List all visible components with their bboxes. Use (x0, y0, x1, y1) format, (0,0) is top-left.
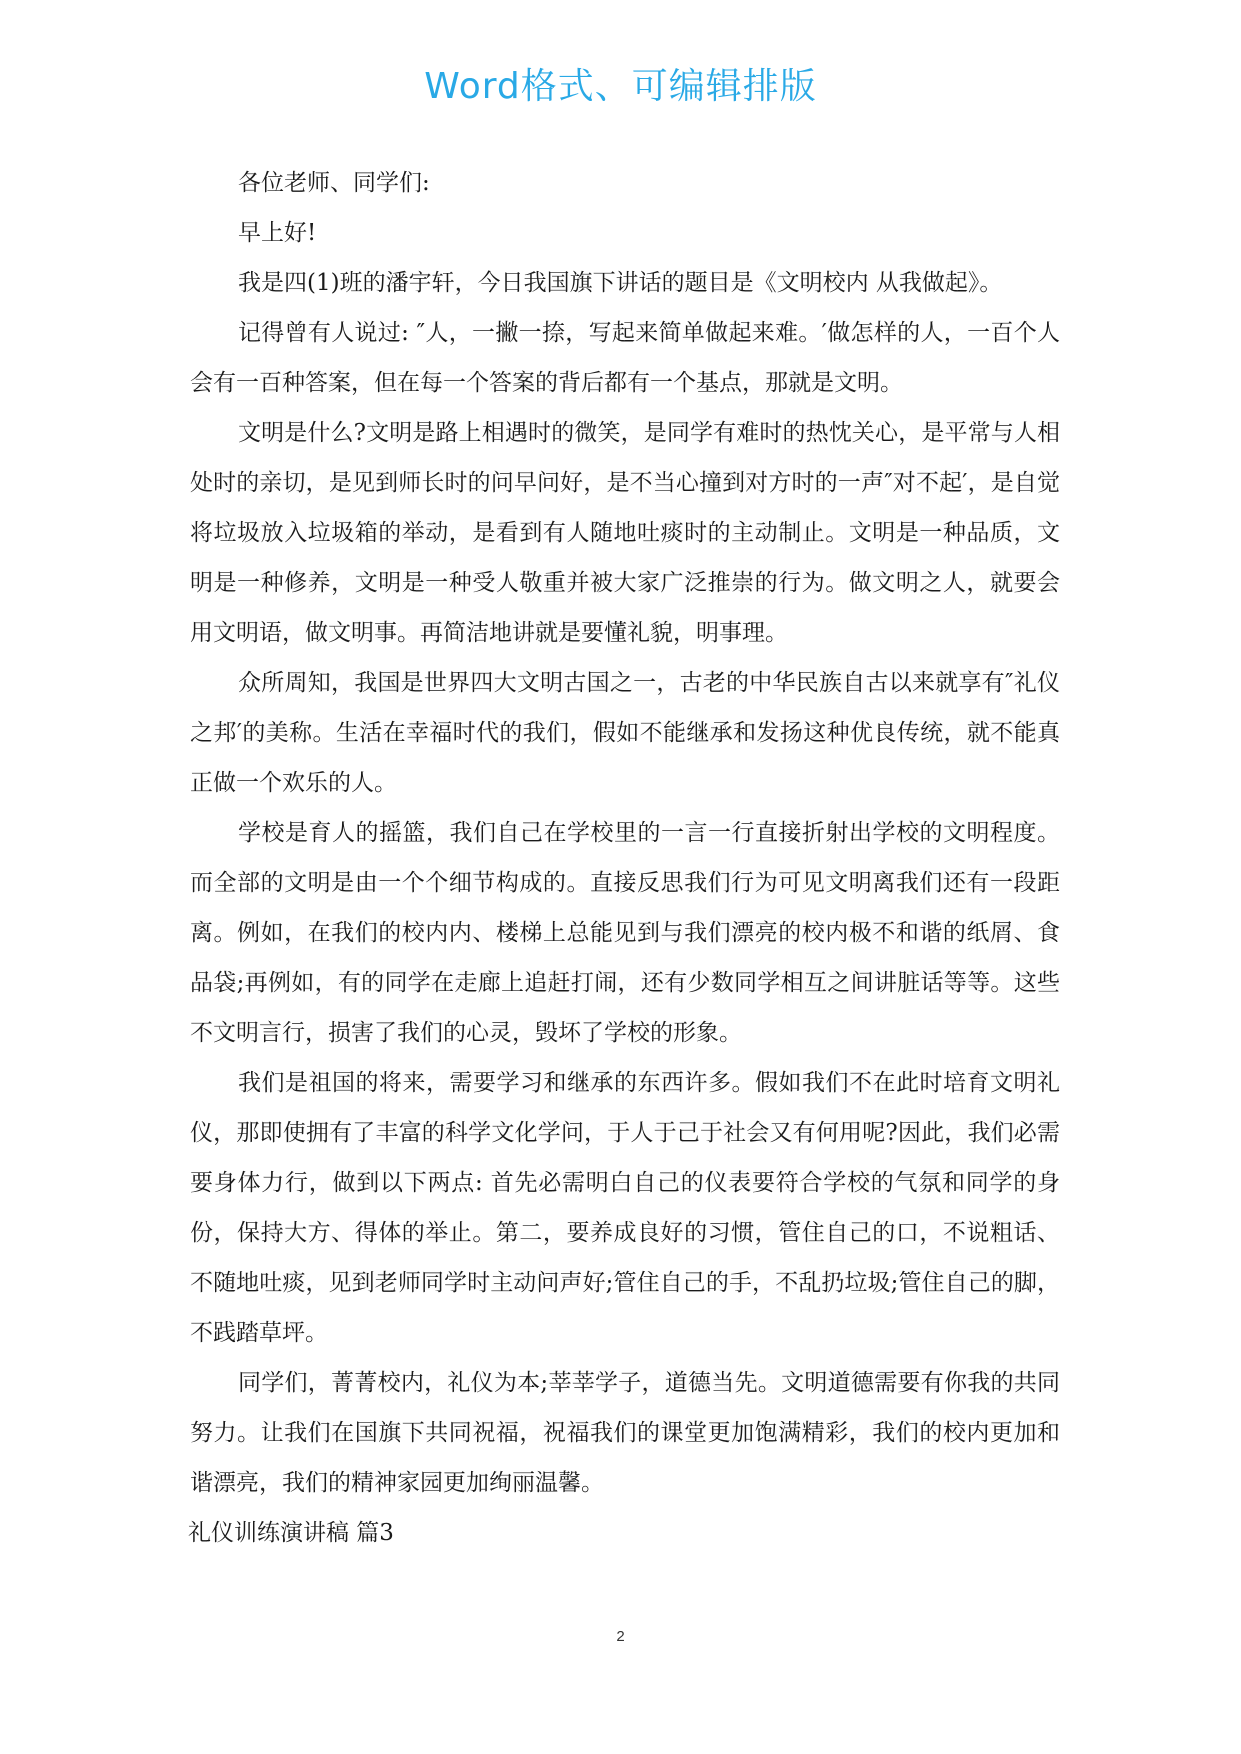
page-header-title: Word格式、可编辑排版 (424, 66, 817, 107)
paragraph: 同学们，菁菁校内，礼仪为本;莘莘学子，道德当先。文明道德需要有你我的共同努力。让我们在国旗下共同祝福，祝福我们的课堂更加饱满精彩，我们的校内更加和谐漂亮，我们的精神家园更加绚丽温馨。 (190, 1370, 1060, 1496)
paragraph: 记得曾有人说过: ″人，一撇一捺，写起来简单做起来难。′做怎样的人，一百个人会有一百种答案，但在每一个答案的背后都有一个基点，那就是文明。 (190, 320, 1060, 396)
paragraph: 文明是什么?文明是路上相遇时的微笑，是同学有难时的热忱关心，是平常与人相处时的亲切，是见到师长时的问早问好，是不当心撞到对方时的一声″对不起′，是自觉将垃圾放入垃圾箱的举动，是看到有人随地吐痰时的主动制止。文明是一种品质，文明是一种修养，文明是一种受人敬重并被大家广泛推崇的行为。做文明之人，就要会用文明语，做文明事。再简洁地讲就是要懂礼貌，明事理。 (190, 420, 1060, 646)
paragraph: 我们是祖国的将来，需要学习和继承的东西许多。假如我们不在此时培育文明礼仪，那即使拥有了丰富的科学文化学问，于人于己于社会又有何用呢?因此，我们必需要身体力行，做到以下两点: 首先必需明白自己的仪表要符合学校的气氛和同学的身份，保持大方、得体的举止。第二，要养成良好的习惯，管住自己的口，不说粗话、不随地吐痰，见到老师同学时主动问声好;管住自己的手，不乱扔垃圾;管住自己的脚，不践踏草坪。 (190, 1070, 1060, 1346)
salutation: 各位老师、同学们: (238, 170, 430, 196)
document-body (190, 158, 1060, 1558)
paragraph: 学校是育人的摇篮，我们自己在学校里的一言一行直接折射出学校的文明程度。而全部的文明是由一个个细节构成的。直接反思我们行为可见文明离我们还有一段距离。例如，在我们的校内内、楼梯上总能见到与我们漂亮的校内极不和谐的纸屑、食品袋;再例如，有的同学在走廊上追赶打闹，还有少数同学相互之间讲脏话等等。这些不文明言行，损害了我们的心灵，毁坏了学校的形象。 (190, 820, 1060, 1046)
greeting: 早上好! (238, 220, 317, 246)
introduction: 我是四(1)班的潘宇轩，今日我国旗下讲话的题目是《文明校内 从我做起》。 (238, 270, 1003, 296)
section-title: 礼仪训练演讲稿 篇3 (188, 1520, 394, 1546)
paragraph: 众所周知，我国是世界四大文明古国之一，古老的中华民族自古以来就享有″礼仪之邦′的美称。生活在幸福时代的我们，假如不能继承和发扬这种优良传统，就不能真正做一个欢乐的人。 (190, 670, 1060, 796)
page-number: 2 (616, 1628, 625, 1645)
